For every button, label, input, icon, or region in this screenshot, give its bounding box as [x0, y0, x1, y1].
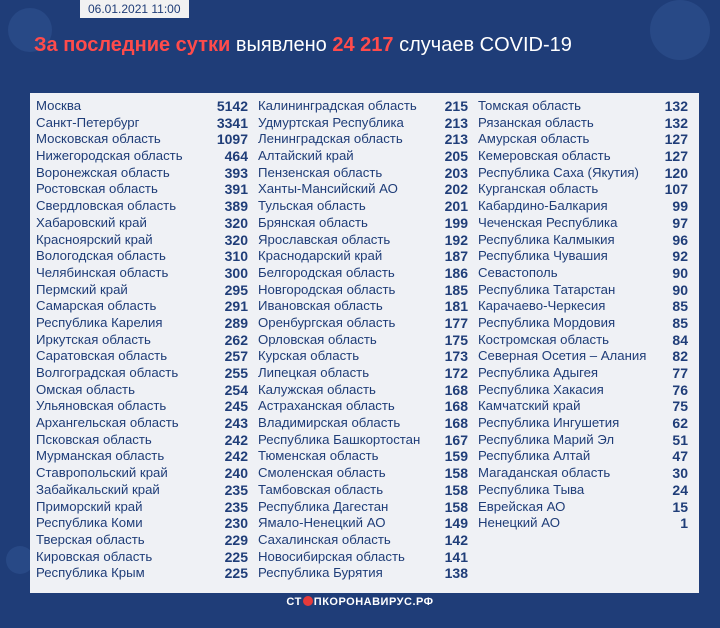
region-name: Московская область	[36, 131, 161, 147]
date-label: 06.01.2021 11:00	[80, 0, 189, 18]
region-row	[258, 549, 468, 566]
region-name: Ханты-Мансийский АО	[258, 181, 398, 197]
regions-column-2	[258, 98, 468, 582]
region-count: 255	[224, 365, 248, 381]
region-count: 187	[444, 248, 468, 265]
region-row	[36, 365, 248, 382]
region-count: 158	[444, 498, 468, 515]
region-count: 127	[664, 131, 688, 148]
region-count: 300	[224, 264, 248, 281]
region-name: Курганская область	[478, 181, 599, 197]
region-count: 393	[224, 164, 248, 181]
region-count: 75	[672, 398, 688, 415]
region-row	[258, 482, 468, 499]
region-row	[258, 131, 468, 148]
region-row	[258, 348, 468, 365]
region-name: Новгородская область	[258, 281, 396, 297]
region-row	[36, 482, 248, 499]
region-name: Еврейская АО	[478, 498, 566, 514]
region-row	[478, 215, 688, 232]
region-count: 199	[444, 214, 468, 231]
region-row	[478, 131, 688, 148]
region-count: 168	[444, 415, 468, 432]
region-name: Астраханская область	[258, 398, 395, 414]
region-name: Ивановская область	[258, 298, 383, 314]
region-count: 92	[672, 248, 688, 265]
virus-stop-icon	[303, 596, 313, 606]
region-count: 96	[672, 231, 688, 248]
footer-brand-left: СТ	[286, 596, 302, 608]
region-count: 173	[444, 348, 468, 365]
region-row	[478, 499, 688, 516]
region-count: 243	[224, 415, 248, 432]
region-count: 213	[444, 114, 468, 131]
region-row	[36, 98, 248, 115]
region-row	[258, 198, 468, 215]
region-name: Республика Ингушетия	[478, 415, 620, 431]
region-row	[36, 148, 248, 165]
region-count: 257	[224, 348, 248, 365]
region-row	[36, 532, 248, 549]
region-count: 172	[444, 365, 468, 381]
region-row	[478, 398, 688, 415]
region-count: 181	[444, 298, 468, 315]
region-count: 24	[672, 481, 688, 498]
region-count: 310	[224, 248, 248, 265]
region-count: 138	[444, 565, 468, 582]
region-name: Самарская область	[36, 298, 157, 314]
headline-suffix: случаев COVID-19	[399, 34, 572, 56]
region-row	[478, 115, 688, 132]
region-count: 213	[444, 131, 468, 148]
region-count: 127	[664, 148, 688, 165]
region-count: 107	[664, 181, 688, 198]
region-row	[478, 465, 688, 482]
region-row	[258, 432, 468, 449]
region-count: 132	[664, 98, 688, 114]
region-count: 62	[672, 415, 688, 432]
region-row	[258, 315, 468, 332]
region-name: Карачаево-Черкесия	[478, 298, 606, 314]
region-row	[478, 232, 688, 249]
region-name: Ростовская область	[36, 181, 158, 197]
region-count: 289	[224, 314, 248, 331]
region-count: 132	[664, 114, 688, 131]
region-row	[258, 499, 468, 516]
region-row	[478, 415, 688, 432]
region-name: Республика Коми	[36, 515, 143, 531]
region-count: 177	[444, 314, 468, 331]
region-name: Брянская область	[258, 214, 368, 230]
region-row	[478, 165, 688, 182]
region-name: Республика Хакасия	[478, 381, 604, 397]
region-row	[258, 248, 468, 265]
region-name: Саратовская область	[36, 348, 168, 364]
region-count: 15	[672, 498, 688, 515]
region-row	[258, 415, 468, 432]
region-count: 84	[672, 331, 688, 348]
region-row	[36, 131, 248, 148]
region-row	[478, 98, 688, 115]
region-name: Республика Чувашия	[478, 248, 608, 264]
region-name: Приморский край	[36, 498, 143, 514]
region-row	[258, 465, 468, 482]
region-count: 240	[224, 465, 248, 482]
region-name: Вологодская область	[36, 248, 166, 264]
region-name: Республика Калмыкия	[478, 231, 615, 247]
region-row	[258, 365, 468, 382]
region-name: Кабардино-Балкария	[478, 198, 608, 214]
region-count: 320	[224, 231, 248, 248]
region-name: Ярославская область	[258, 231, 391, 247]
region-count: 230	[224, 515, 248, 532]
region-count: 5142	[216, 98, 248, 114]
region-name: Тамбовская область	[258, 481, 384, 497]
region-name: Пензенская область	[258, 164, 383, 180]
region-name: Воронежская область	[36, 164, 170, 180]
region-count: 142	[444, 531, 468, 548]
region-name: Мурманская область	[36, 448, 165, 464]
region-count: 291	[224, 298, 248, 315]
region-count: 85	[672, 314, 688, 331]
region-name: Свердловская область	[36, 198, 177, 214]
region-row	[258, 332, 468, 349]
region-name: Тюменская область	[258, 448, 379, 464]
region-name: Иркутская область	[36, 331, 151, 347]
region-count: 235	[224, 481, 248, 498]
region-name: Республика Карелия	[36, 314, 163, 330]
region-name: Тверская область	[36, 531, 145, 547]
region-name: Белгородская область	[258, 264, 395, 280]
region-name: Краснодарский край	[258, 248, 383, 264]
region-row	[258, 282, 468, 299]
region-name: Калининградская область	[258, 98, 417, 113]
region-row	[36, 565, 248, 582]
region-row	[258, 448, 468, 465]
region-name: Хабаровский край	[36, 214, 147, 230]
region-row	[478, 265, 688, 282]
region-name: Севастополь	[478, 264, 558, 280]
region-name: Кировская область	[36, 548, 153, 564]
region-row	[36, 298, 248, 315]
region-row	[36, 265, 248, 282]
region-name: Кемеровская область	[478, 148, 611, 164]
region-name: Санкт-Петербург	[36, 114, 140, 130]
region-count: 215	[444, 98, 468, 114]
region-row	[258, 265, 468, 282]
region-count: 3341	[216, 114, 248, 131]
footer-brand-right: ПКОРОНАВИРУС.РФ	[313, 596, 434, 608]
region-row	[36, 248, 248, 265]
region-count: 82	[672, 348, 688, 365]
region-name: Волгоградская область	[36, 365, 179, 380]
region-name: Ленинградская область	[258, 131, 403, 147]
region-name: Северная Осетия – Алания	[478, 348, 647, 364]
region-name: Камчатский край	[478, 398, 581, 414]
region-name: Удмуртская Республика	[258, 114, 404, 130]
region-count: 391	[224, 181, 248, 198]
region-count: 295	[224, 281, 248, 298]
region-name: Омская область	[36, 381, 135, 397]
headline-middle: выявлено	[235, 34, 327, 56]
region-name: Красноярский край	[36, 231, 153, 247]
region-row	[36, 115, 248, 132]
region-row	[478, 482, 688, 499]
region-name: Псковская область	[36, 431, 152, 447]
region-row	[36, 232, 248, 249]
footer-brand	[0, 596, 720, 608]
region-row	[258, 165, 468, 182]
region-name: Пермский край	[36, 281, 128, 297]
region-row	[36, 165, 248, 182]
regions-column-1	[36, 98, 248, 582]
region-name: Алтайский край	[258, 148, 354, 164]
region-row	[258, 565, 468, 582]
region-count: 158	[444, 481, 468, 498]
region-row	[36, 382, 248, 399]
region-name: Республика Башкортостан	[258, 431, 421, 447]
region-count: 185	[444, 281, 468, 298]
region-row	[258, 382, 468, 399]
region-row	[258, 398, 468, 415]
region-row	[478, 282, 688, 299]
region-row	[258, 232, 468, 249]
region-count: 85	[672, 298, 688, 315]
region-name: Амурская область	[478, 131, 590, 147]
region-count: 120	[664, 164, 688, 181]
region-row	[478, 382, 688, 399]
region-count: 464	[224, 148, 248, 165]
region-name: Орловская область	[258, 331, 377, 347]
region-count: 51	[672, 431, 688, 448]
region-row	[258, 98, 468, 115]
region-count: 262	[224, 331, 248, 348]
region-name: Тульская область	[258, 198, 366, 214]
region-name: Архангельская область	[36, 415, 179, 431]
region-name: Республика Алтай	[478, 448, 591, 464]
region-count: 99	[672, 198, 688, 215]
region-row	[36, 198, 248, 215]
region-row	[478, 332, 688, 349]
region-count: 205	[444, 148, 468, 165]
region-count: 225	[224, 548, 248, 565]
region-count: 242	[224, 448, 248, 465]
region-name: Республика Марий Эл	[478, 431, 615, 447]
region-count: 203	[444, 164, 468, 181]
region-count: 1097	[216, 131, 248, 148]
region-row	[478, 448, 688, 465]
region-name: Республика Тыва	[478, 481, 585, 497]
headline-count: 24 217	[332, 34, 394, 56]
region-row	[36, 432, 248, 449]
region-count: 192	[444, 231, 468, 248]
region-count: 30	[672, 465, 688, 482]
region-name: Владимирская область	[258, 415, 401, 431]
region-name: Костромская область	[478, 331, 610, 347]
region-name: Нижегородская область	[36, 148, 183, 164]
region-count: 242	[224, 431, 248, 448]
region-name: Калужская область	[258, 381, 376, 397]
region-count: 141	[444, 548, 468, 565]
region-count: 186	[444, 264, 468, 281]
region-count: 1	[680, 515, 688, 532]
region-name: Рязанская область	[478, 114, 594, 130]
regions-panel	[30, 93, 699, 593]
region-name: Республика Мордовия	[478, 314, 616, 330]
region-row	[258, 115, 468, 132]
region-row	[36, 465, 248, 482]
region-row	[258, 532, 468, 549]
region-count: 47	[672, 448, 688, 465]
region-row	[478, 365, 688, 382]
region-name: Республика Татарстан	[478, 281, 616, 297]
region-row	[36, 332, 248, 349]
region-row	[478, 315, 688, 332]
region-row	[478, 181, 688, 198]
region-name: Липецкая область	[258, 365, 370, 380]
region-row	[478, 148, 688, 165]
headline-prefix: За последние сутки	[34, 34, 231, 56]
region-row	[258, 298, 468, 315]
region-count: 245	[224, 398, 248, 415]
region-name: Забайкальский край	[36, 481, 160, 497]
region-name: Чеченская Республика	[478, 214, 618, 230]
region-row	[478, 248, 688, 265]
region-count: 159	[444, 448, 468, 465]
region-row	[258, 181, 468, 198]
region-name: Республика Саха (Якутия)	[478, 164, 639, 180]
region-count: 175	[444, 331, 468, 348]
region-name: Республика Бурятия	[258, 565, 383, 581]
region-row	[36, 515, 248, 532]
region-row	[36, 398, 248, 415]
region-row	[258, 215, 468, 232]
region-row	[36, 181, 248, 198]
region-count: 202	[444, 181, 468, 198]
region-row	[258, 148, 468, 165]
region-name: Республика Адыгея	[478, 365, 599, 380]
region-name: Томская область	[478, 98, 582, 113]
regions-column-3	[478, 98, 688, 532]
region-count: 389	[224, 198, 248, 215]
headline	[34, 34, 572, 57]
region-count: 225	[224, 565, 248, 582]
region-name: Республика Крым	[36, 565, 145, 581]
region-row	[478, 348, 688, 365]
region-name: Республика Дагестан	[258, 498, 389, 514]
region-name: Ямало-Ненецкий АО	[258, 515, 386, 531]
region-count: 320	[224, 214, 248, 231]
region-row	[36, 549, 248, 566]
region-count: 97	[672, 214, 688, 231]
region-row	[36, 499, 248, 516]
region-name: Сахалинская область	[258, 531, 391, 547]
region-count: 168	[444, 398, 468, 415]
region-row	[478, 198, 688, 215]
region-row	[36, 315, 248, 332]
region-count: 77	[672, 365, 688, 381]
region-name: Оренбургская область	[258, 314, 396, 330]
region-count: 229	[224, 531, 248, 548]
region-name: Ненецкий АО	[478, 515, 560, 531]
region-count: 90	[672, 264, 688, 281]
region-row	[36, 282, 248, 299]
region-name: Ульяновская область	[36, 398, 167, 414]
region-count: 167	[444, 431, 468, 448]
region-row	[36, 348, 248, 365]
region-name: Ставропольский край	[36, 465, 168, 481]
region-name: Челябинская область	[36, 264, 169, 280]
region-name: Смоленская область	[258, 465, 386, 481]
region-row	[478, 515, 688, 532]
region-row	[36, 215, 248, 232]
region-count: 76	[672, 381, 688, 398]
region-count: 168	[444, 381, 468, 398]
region-count: 149	[444, 515, 468, 532]
region-row	[36, 415, 248, 432]
region-count: 158	[444, 465, 468, 482]
region-count: 254	[224, 381, 248, 398]
region-name: Москва	[36, 98, 82, 113]
region-name: Новосибирская область	[258, 548, 405, 564]
region-row	[478, 432, 688, 449]
region-count: 235	[224, 498, 248, 515]
region-row	[478, 298, 688, 315]
region-name: Магаданская область	[478, 465, 611, 481]
region-row	[258, 515, 468, 532]
region-count: 201	[444, 198, 468, 215]
region-name: Курская область	[258, 348, 360, 364]
region-count: 90	[672, 281, 688, 298]
region-row	[36, 448, 248, 465]
